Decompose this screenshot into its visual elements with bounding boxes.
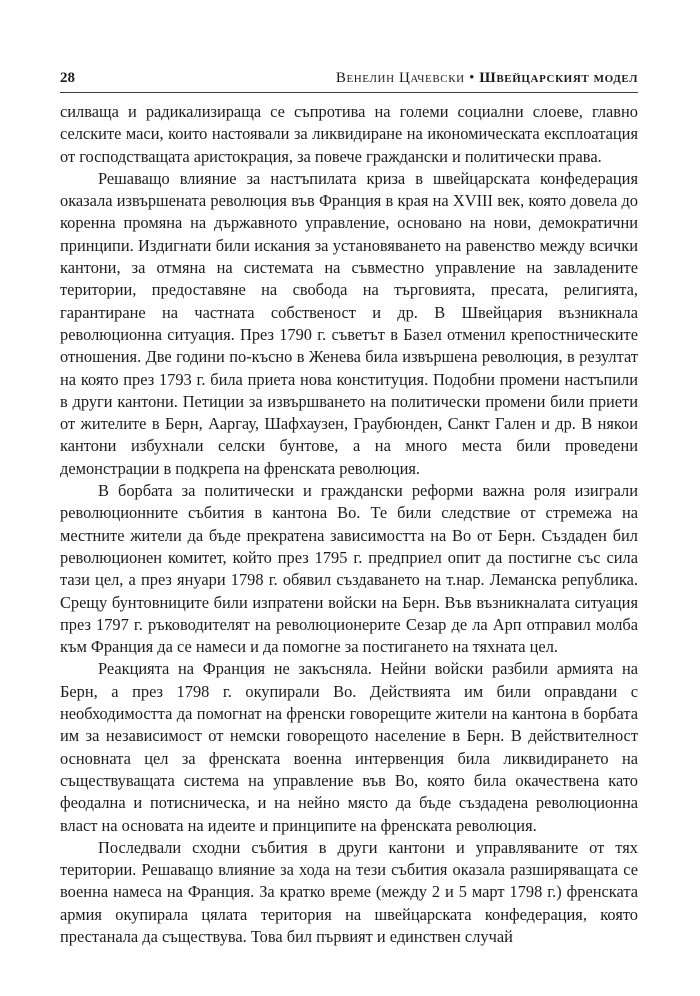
body-text xyxy=(60,101,638,948)
paragraph: Решаващо влияние за настъпилата криза в швейцарската конфедерация оказала извършената революция във Франция в края на XVIII век, която довела до коренна промяна на държавното управление, основано на нови, демократични принципи. Издигнати били искания за установяването на равенство между всички кантони, за отмяна на системата на съвместно управление на завладените територии, предоставяне на свобода на търговията, пресата, религията, гарантиране на частната собственост и др. В Швейцария възникнала революционна ситуация. През 1790 г. съветът в Базел отменил крепостническите отношения. Две години по-късно в Женева била извършена революция, в резултат на която през 1793 г. била приета нова конституция. Подобни промени настъпили в други кантони. Петиции за извършването на политически промени били приети от жителите в Берн, Ааргау, Шафхаузен, Граубюнден, Санкт Гален и др. В някои кантони избухнали селски бунтове, а на много места били проведени демонстрации в подкрепа на френската революция. xyxy=(60,168,638,478)
paragraph: В борбата за политически и граждански реформи важна роля изиграли революционните събития в кантона Во. Те били следствие от стремежа на местните жители да бъде прекратена зависимостта на Во от Берн. Създаден бил революционен комитет, който през 1795 г. предприел опит да постигне със сила тази цел, а през януари 1798 г. обявил създаването на т.нар. Леманска република. Срещу бунтовниците били изпратени войски на Берн. Във възникналата ситуация през 1797 г. ръководителят на революционерите Сезар де ла Арп отправил молба към Франция да се намеси и да помогне за постигането на тяхната цел. xyxy=(60,481,638,657)
header-separator: • xyxy=(464,70,480,86)
header-author-title xyxy=(336,70,638,87)
header-author: Венелин Цачевски xyxy=(335,70,465,86)
paragraph: Последвали сходни събития в други кантони и управляваните от тях територии. Решаващо влияние за хода на тези събития оказала разширяващата се военна намеса на Франция. За кратко време (между 2 и 5 март 1798 г.) френската армия окупирала цялата територия на швейцарската конфедерация, която престанала да съществува. Това бил първият и единствен случай xyxy=(60,837,638,946)
paragraph: силваща и радикализираща се съпротива на големи социални слоеве, главно селските маси, които настоявали за ликвидиране на икономическата експлоатация от господстващата аристокрация, за повече граждански и политически права. xyxy=(60,102,638,166)
header-rule xyxy=(60,92,638,93)
header-book-title: Швейцарският модел xyxy=(479,70,638,86)
page-number: 28 xyxy=(60,70,75,86)
paragraph: Реакцията на Франция не закъсняла. Нейни войски разбили армията на Берн, а през 1798 г. окупирали Во. Действията им били оправдани с необходимостта да помогнат на френски говорещите жители на кантона в борбата им за независимост от немски говорещото население в Берн. В действителност основната цел за френската военна интервенция била ликвидирането на съществуващата система на управление във Во, която била окачествена като феодална и потисническа, и на нейно място да бъде създадена революционна власт на основата на идеите и принципите на френската революция. xyxy=(60,659,638,835)
running-header xyxy=(60,70,638,90)
